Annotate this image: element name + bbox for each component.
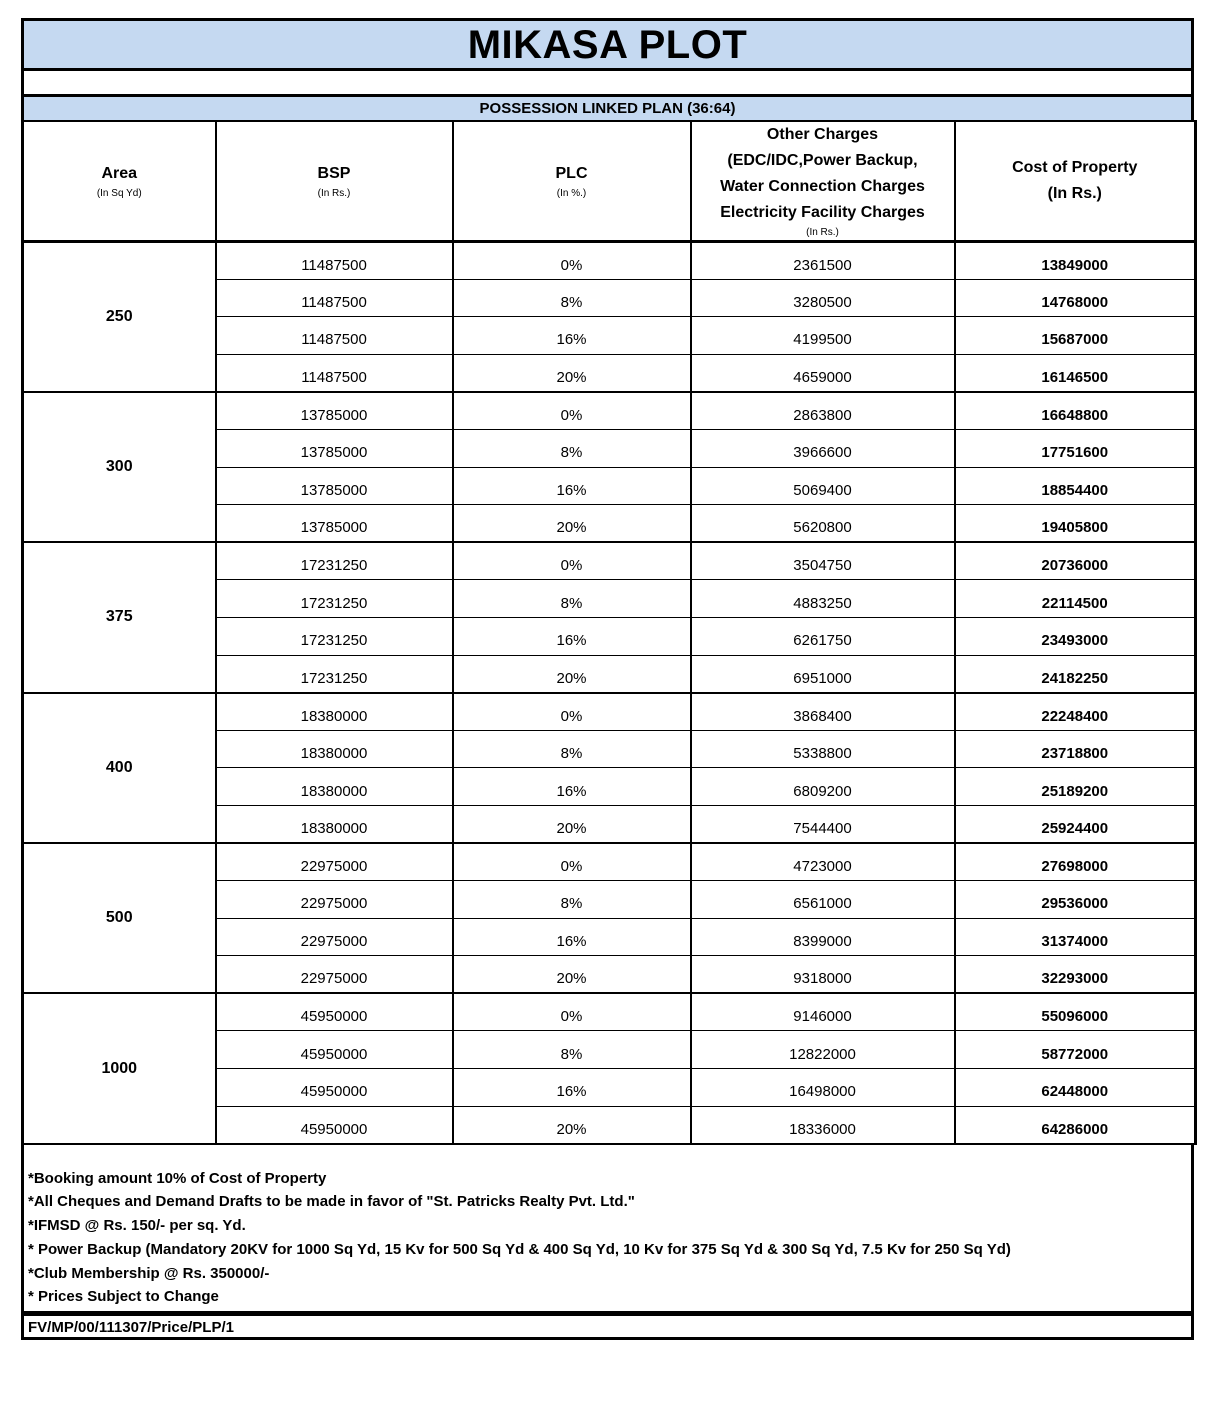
cost-cell: 64286000 bbox=[955, 1106, 1196, 1144]
cost-cell: 58772000 bbox=[955, 1031, 1196, 1069]
bsp-cell: 22975000 bbox=[216, 881, 453, 919]
other-charges-cell: 4883250 bbox=[691, 580, 955, 618]
plc-cell: 16% bbox=[453, 467, 691, 505]
col-header-bsp bbox=[216, 121, 453, 242]
col-header-cost bbox=[955, 121, 1196, 242]
blank-row bbox=[21, 68, 1194, 94]
other-charges-cell: 3966600 bbox=[691, 429, 955, 467]
cost-cell: 25924400 bbox=[955, 805, 1196, 843]
plc-cell: 0% bbox=[453, 993, 691, 1031]
other-charges-cell: 12822000 bbox=[691, 1031, 955, 1069]
bsp-cell: 45950000 bbox=[216, 993, 453, 1031]
bsp-cell: 18380000 bbox=[216, 805, 453, 843]
plc-cell: 8% bbox=[453, 730, 691, 768]
note-line: *IFMSD @ Rs. 150/- per sq. Yd. bbox=[28, 1217, 246, 1235]
other-charges-cell: 4199500 bbox=[691, 317, 955, 355]
bsp-cell: 13785000 bbox=[216, 505, 453, 543]
bsp-cell: 45950000 bbox=[216, 1031, 453, 1069]
area-cell: 300 bbox=[23, 392, 216, 542]
other-charges-cell: 2361500 bbox=[691, 242, 955, 280]
document-reference: FV/MP/00/111307/Price/PLP/1 bbox=[21, 1313, 1194, 1340]
other-charges-cell: 9318000 bbox=[691, 956, 955, 994]
sheet-title: MIKASA PLOT bbox=[21, 18, 1194, 68]
note-line: *Club Membership @ Rs. 350000/- bbox=[28, 1264, 270, 1282]
cost-cell: 22114500 bbox=[955, 580, 1196, 618]
bsp-cell: 45950000 bbox=[216, 1069, 453, 1107]
cost-cell: 18854400 bbox=[955, 467, 1196, 505]
plc-cell: 8% bbox=[453, 279, 691, 317]
table-row bbox=[23, 693, 1196, 731]
other-charges-line: Electricity Facility Charges bbox=[720, 204, 925, 221]
cost-cell: 23718800 bbox=[955, 730, 1196, 768]
cost-cell: 25189200 bbox=[955, 768, 1196, 806]
bsp-cell: 11487500 bbox=[216, 354, 453, 392]
plc-cell: 20% bbox=[453, 505, 691, 543]
cost-cell: 23493000 bbox=[955, 617, 1196, 655]
bsp-cell: 13785000 bbox=[216, 392, 453, 430]
other-charges-cell: 2863800 bbox=[691, 392, 955, 430]
cost-cell: 55096000 bbox=[955, 993, 1196, 1031]
other-charges-cell: 6561000 bbox=[691, 881, 955, 919]
terms-notes bbox=[21, 1145, 1194, 1314]
area-cell: 400 bbox=[23, 693, 216, 843]
price-sheet bbox=[21, 18, 1194, 1340]
table-row bbox=[23, 843, 1196, 881]
plc-cell: 16% bbox=[453, 617, 691, 655]
other-charges-cell: 3280500 bbox=[691, 279, 955, 317]
cost-header-line: (In Rs.) bbox=[1047, 185, 1102, 202]
other-charges-cell: 6261750 bbox=[691, 617, 955, 655]
col-header-bsp-label: BSP bbox=[317, 165, 351, 182]
cost-cell: 16146500 bbox=[955, 354, 1196, 392]
bsp-cell: 45950000 bbox=[216, 1106, 453, 1144]
plc-cell: 20% bbox=[453, 655, 691, 693]
cost-cell: 32293000 bbox=[955, 956, 1196, 994]
other-charges-cell: 5338800 bbox=[691, 730, 955, 768]
other-charges-cell: 5620800 bbox=[691, 505, 955, 543]
other-charges-cell: 3868400 bbox=[691, 693, 955, 731]
plc-cell: 16% bbox=[453, 768, 691, 806]
plc-cell: 20% bbox=[453, 805, 691, 843]
other-charges-cell: 18336000 bbox=[691, 1106, 955, 1144]
other-charges-cell: 8399000 bbox=[691, 918, 955, 956]
other-charges-cell: 4659000 bbox=[691, 354, 955, 392]
table-row bbox=[23, 392, 1196, 430]
bsp-cell: 18380000 bbox=[216, 768, 453, 806]
col-header-bsp-unit: (In Rs.) bbox=[317, 188, 351, 199]
bsp-cell: 13785000 bbox=[216, 467, 453, 505]
bsp-cell: 11487500 bbox=[216, 317, 453, 355]
bsp-cell: 17231250 bbox=[216, 617, 453, 655]
other-charges-line: Water Connection Charges bbox=[720, 178, 925, 195]
cost-cell: 31374000 bbox=[955, 918, 1196, 956]
table-row bbox=[23, 542, 1196, 580]
cost-header-line: Cost of Property bbox=[1012, 159, 1138, 176]
cost-cell: 15687000 bbox=[955, 317, 1196, 355]
cost-cell: 17751600 bbox=[955, 429, 1196, 467]
bsp-cell: 22975000 bbox=[216, 918, 453, 956]
bsp-cell: 17231250 bbox=[216, 580, 453, 618]
cost-cell: 62448000 bbox=[955, 1069, 1196, 1107]
col-header-other-charges-unit: (In Rs.) bbox=[806, 227, 839, 238]
cost-cell: 22248400 bbox=[955, 693, 1196, 731]
price-table bbox=[21, 120, 1197, 1145]
note-line: * Power Backup (Mandatory 20KV for 1000 Sq Yd, 15 Kv for 500 Sq Yd & 400 Sq Yd, 10 Kv for 375 Sq Yd & 300 Sq Yd, 7.5 Kv for 250 Sq Yd) bbox=[28, 1240, 1011, 1258]
plc-cell: 16% bbox=[453, 317, 691, 355]
bsp-cell: 18380000 bbox=[216, 693, 453, 731]
note-line: *Booking amount 10% of Cost of Property bbox=[28, 1169, 327, 1187]
col-header-plc-label: PLC bbox=[555, 165, 588, 182]
plc-cell: 16% bbox=[453, 1069, 691, 1107]
area-cell: 500 bbox=[23, 843, 216, 993]
area-cell: 375 bbox=[23, 542, 216, 692]
cost-cell: 27698000 bbox=[955, 843, 1196, 881]
other-charges-cell: 5069400 bbox=[691, 467, 955, 505]
other-charges-cell: 7544400 bbox=[691, 805, 955, 843]
plc-cell: 8% bbox=[453, 881, 691, 919]
bsp-cell: 17231250 bbox=[216, 542, 453, 580]
bsp-cell: 18380000 bbox=[216, 730, 453, 768]
plc-cell: 20% bbox=[453, 1106, 691, 1144]
plan-heading: POSSESSION LINKED PLAN (36:64) bbox=[21, 94, 1194, 120]
bsp-cell: 13785000 bbox=[216, 429, 453, 467]
col-header-area-unit: (In Sq Yd) bbox=[96, 188, 142, 199]
price-table-body bbox=[23, 242, 1196, 1144]
other-charges-cell: 3504750 bbox=[691, 542, 955, 580]
other-charges-line: (EDC/IDC,Power Backup, bbox=[727, 152, 918, 169]
cost-cell: 29536000 bbox=[955, 881, 1196, 919]
header-row bbox=[23, 121, 1196, 242]
plc-cell: 20% bbox=[453, 956, 691, 994]
cost-cell: 14768000 bbox=[955, 279, 1196, 317]
bsp-cell: 17231250 bbox=[216, 655, 453, 693]
other-charges-cell: 6951000 bbox=[691, 655, 955, 693]
col-header-plc-unit: (In %.) bbox=[556, 188, 587, 199]
cost-cell: 13849000 bbox=[955, 242, 1196, 280]
col-header-area bbox=[23, 121, 216, 242]
bsp-cell: 11487500 bbox=[216, 242, 453, 280]
table-row bbox=[23, 242, 1196, 280]
cost-cell: 16648800 bbox=[955, 392, 1196, 430]
note-line: * Prices Subject to Change bbox=[28, 1288, 219, 1306]
other-charges-cell: 6809200 bbox=[691, 768, 955, 806]
cost-cell: 24182250 bbox=[955, 655, 1196, 693]
plc-cell: 20% bbox=[453, 354, 691, 392]
table-row bbox=[23, 993, 1196, 1031]
other-charges-cell: 16498000 bbox=[691, 1069, 955, 1107]
plc-cell: 16% bbox=[453, 918, 691, 956]
other-charges-line: Other Charges bbox=[766, 126, 879, 143]
cost-cell: 19405800 bbox=[955, 505, 1196, 543]
cost-cell: 20736000 bbox=[955, 542, 1196, 580]
plc-cell: 8% bbox=[453, 1031, 691, 1069]
area-cell: 1000 bbox=[23, 993, 216, 1143]
plc-cell: 0% bbox=[453, 542, 691, 580]
plc-cell: 0% bbox=[453, 392, 691, 430]
note-line: *All Cheques and Demand Drafts to be made in favor of "St. Patricks Realty Pvt. Ltd." bbox=[28, 1193, 635, 1211]
bsp-cell: 22975000 bbox=[216, 956, 453, 994]
other-charges-cell: 4723000 bbox=[691, 843, 955, 881]
col-header-other-charges bbox=[691, 121, 955, 242]
plc-cell: 0% bbox=[453, 242, 691, 280]
area-cell: 250 bbox=[23, 242, 216, 392]
other-charges-cell: 9146000 bbox=[691, 993, 955, 1031]
plc-cell: 8% bbox=[453, 429, 691, 467]
col-header-area-label: Area bbox=[101, 165, 138, 182]
bsp-cell: 11487500 bbox=[216, 279, 453, 317]
plc-cell: 0% bbox=[453, 843, 691, 881]
plc-cell: 0% bbox=[453, 693, 691, 731]
col-header-plc bbox=[453, 121, 691, 242]
plc-cell: 8% bbox=[453, 580, 691, 618]
bsp-cell: 22975000 bbox=[216, 843, 453, 881]
